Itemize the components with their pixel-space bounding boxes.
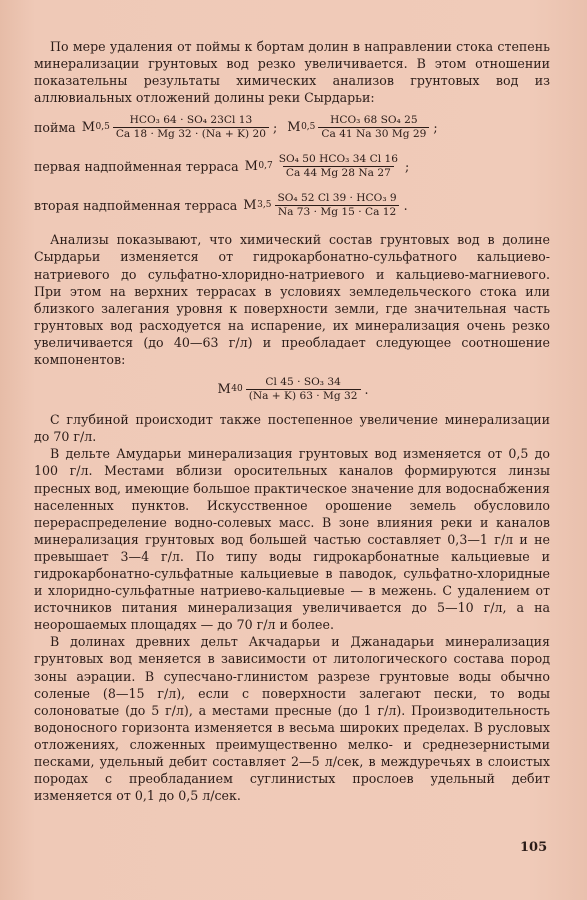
formula-poyma-1: M 0,5 $\frac{\text{HCO₃ 64 · SO₄ 23Cl 13}}{Ca 18 \cdot Mg 32 \cdot (Na + K) 20}$ ; [81,113,278,140]
formula-numerator: SO₄ 50 HCO₃ 34 Cl 16 [278,152,398,165]
paragraph-4: В дельте Амударьи минерализация грунтовых вод изменяется от 0,5 до 100 г/л. Местами вблизи оросительных каналов формируются линзы пресных вод, имеющие большое практическое значение для водоснабжения населенных пунктов. Искусственное орошение земель обусловило перераспределение водно-солевых масс. В зоне влияния реки и каналов минерализация грунтовых вод большей частью составляет 0,3—1 г/л и не превышает 3—4 г/л. По типу воды гидрокарбонатные кальциевые и гидрокарбонатно-сульфатные кальциевые в паводок, сульфатно-хлоридные и хлоридно-сульфатные натриево-кальциевые — в межень. С удалением от источников питания минерализация увеличивается до 5—10 г/л, а на неорошаемых площадях — до 70 г/л и более. [34,446,550,633]
paragraph-3: С глубиной происходит также постепенное увеличение минерализации до 70 г/л. [34,412,550,445]
formula-ratio: M 40 $\frac{\text{Cl 45 · SO₃ 34}}{(Na + K) 63 \cdot Mg 32}$ . [217,375,369,402]
page-text [34,38,550,804]
formula-numerator: HCO₃ 68 SO₄ 25 [330,113,418,126]
formula-row-terrace-2 [34,187,550,223]
paragraph-2: Анализы показывают, что химический состав грунтовых вод в долине Сырдарьи изменяется от гидрокарбонатно-сульфатного кальциево-натриевого до сульфатно-хлоридно-натриевого и кальциево-магниевого. При этом на верхних террасах в условиях земледельческого стока или близкого залегания уровня к поверхности земли, где значительная часть грунтовых вод расходуется на испарение, их минерализация очень резко увеличивается (до 40—63 г/л) и преобладает следующее соотношение компонентов: [34,232,550,368]
formula-denominator: Ca 18 · Mg 32 · (Na + K) 20 [113,127,269,141]
formula-label-poyma: пойма [34,119,76,135]
formula-label-terrace-2: вторая надпойменная терраса [34,197,238,213]
formula-poyma-2: M 0,5 $\frac{\text{HCO₃ 68 SO₄ 25}}{Ca 41 Na 30 Mg 29}$ ; [287,113,438,140]
formula-numerator: SO₄ 52 Cl 39 · HCO₃ 9 [277,191,397,204]
formula-denominator: (Na + K) 63 · Mg 32 [246,389,361,403]
formula-terrace-2: M 3,5 $\frac{\text{SO₄ 52 Cl 39 · HCO₃ 9}}{Na 73 \cdot Mg 15 \cdot Ca 12}$ . [243,191,408,218]
formula-denominator: Ca 41 Na 30 Mg 29 [318,127,429,141]
formula-row-poyma [34,109,550,145]
paragraph-5: В долинах древних дельт Акчадарьи и Джанадарьи минерализация грунтовых вод меняется в зависимости от литологического состава пород зоны аэрации. В супесчано-глинистом разрезе грунтовые воды обычно соленые (8—15 г/л), если с поверхности залегают пески, то воды солоноватые (до 5 г/л), а местами пресные (до 1 г/л). Производительность водоносного горизонта изменяется в весьма широких пределах. В русловых отложениях, сложенных преимущественно мелко- и среднезернистыми песками, удельный дебит составляет 2—5 л/сек, в междуречьях в слоистых породах с преобладанием суглинистых прослоев удельный дебит изменяется от 0,1 до 0,5 л/сек. [34,634,550,804]
page-number: 105 [520,840,548,855]
paragraph-1: По мере удаления от поймы к бортам долин в направлении стока степень минерализации грунтовых вод резко увеличивается. В этом отношении показательны результаты химических анализов грунтовых вод из аллювиальных отложений долины реки Сырдарьи: [34,39,550,106]
formula-denominator: Na 73 · Mg 15 · Ca 12 [275,205,399,219]
formula-numerator: HCO₃ 64 · SO₄ 23Cl 13 [129,113,253,126]
formula-row-ratio [34,371,550,407]
formula-denominator: Ca 44 Mg 28 Na 27 [283,166,394,180]
formula-row-terrace-1 [34,148,550,184]
formula-label-terrace-1: первая надпойменная терраса [34,158,239,174]
formula-terrace-1: M 0,7 $\frac{\text{SO₄ 50 HCO₃ 34 Cl 16}}{Ca 44 Mg 28 Na 27}$ ; [244,152,410,179]
formula-numerator: Cl 45 · SO₃ 34 [265,375,341,388]
